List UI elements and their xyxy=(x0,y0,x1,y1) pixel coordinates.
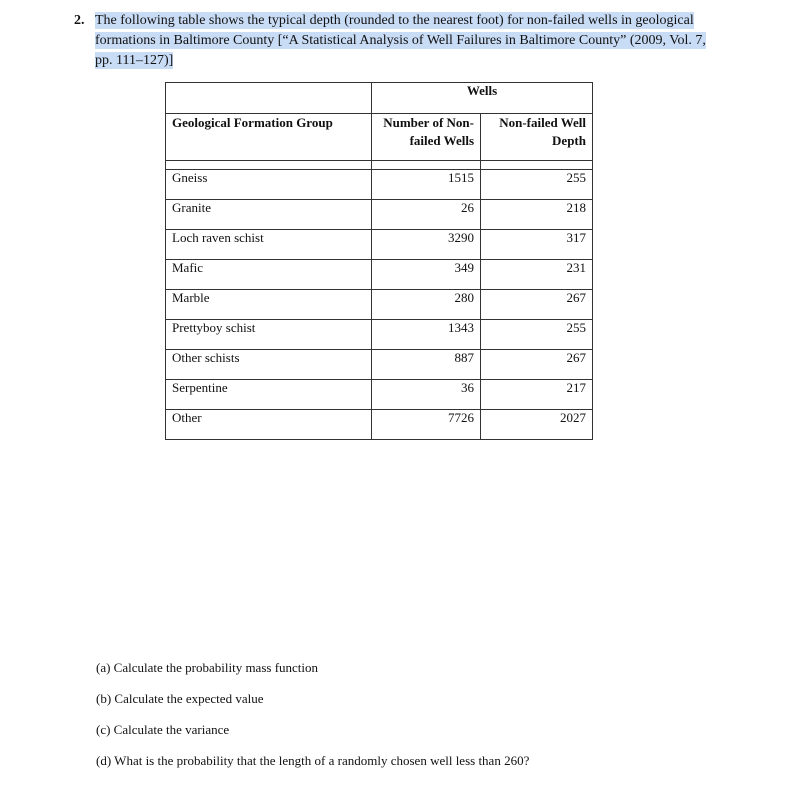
column-header-well-count-line2: failed Wells xyxy=(409,133,474,148)
question-d: (d) What is the probability that the length of a randomly chosen well less than 260? xyxy=(96,753,530,768)
question-list xyxy=(96,659,529,783)
well-count-cell: 1515 xyxy=(372,170,481,200)
table-row xyxy=(166,350,593,380)
wells-table xyxy=(165,82,593,440)
well-depth-cell: 255 xyxy=(481,170,593,200)
table-column-header-row xyxy=(166,114,593,161)
table-row xyxy=(166,260,593,290)
well-count-cell: 887 xyxy=(372,350,481,380)
table-group-header-row xyxy=(166,83,593,114)
wells-group-header: Wells xyxy=(372,83,593,114)
formation-group-cell: Loch raven schist xyxy=(166,230,372,260)
well-count-cell: 36 xyxy=(372,380,481,410)
problem-number: 2. xyxy=(74,13,85,28)
well-depth-cell: 267 xyxy=(481,290,593,320)
table-row xyxy=(166,230,593,260)
well-depth-cell: 267 xyxy=(481,350,593,380)
table-row xyxy=(166,410,593,440)
table-row xyxy=(166,380,593,410)
spacer-cell xyxy=(481,161,593,170)
well-depth-cell: 317 xyxy=(481,230,593,260)
header-blank-cell xyxy=(166,83,372,114)
table-row xyxy=(166,290,593,320)
column-header-well-count xyxy=(372,114,481,161)
well-count-cell: 280 xyxy=(372,290,481,320)
formation-group-cell: Other xyxy=(166,410,372,440)
well-count-cell: 26 xyxy=(372,200,481,230)
formation-group-cell: Gneiss xyxy=(166,170,372,200)
formation-group-cell: Granite xyxy=(166,200,372,230)
spacer-cell xyxy=(166,161,372,170)
formation-group-cell: Marble xyxy=(166,290,372,320)
question-b: (b) Calculate the expected value xyxy=(96,691,264,706)
well-count-cell: 3290 xyxy=(372,230,481,260)
spacer-cell xyxy=(372,161,481,170)
table-row xyxy=(166,200,593,230)
table-row xyxy=(166,170,593,200)
well-depth-cell: 2027 xyxy=(481,410,593,440)
well-depth-cell: 231 xyxy=(481,260,593,290)
table-spacer-row xyxy=(166,161,593,170)
formation-group-cell: Serpentine xyxy=(166,380,372,410)
well-depth-cell: 255 xyxy=(481,320,593,350)
well-depth-cell: 218 xyxy=(481,200,593,230)
well-depth-cell: 217 xyxy=(481,380,593,410)
problem-text-selected[interactable]: The following table shows the typical depth (rounded to the nearest foot) for non-failed wells in geological formations in Baltimore County [“A Statistical Analysis of Well Failures in Baltimore County” (2009, Vol. 7, pp. 111–127)] xyxy=(95,13,706,68)
formation-group-cell: Prettyboy schist xyxy=(166,320,372,350)
formation-group-cell: Mafic xyxy=(166,260,372,290)
column-header-well-depth xyxy=(481,114,593,161)
question-a: (a) Calculate the probability mass function xyxy=(96,660,319,675)
well-count-cell: 1343 xyxy=(372,320,481,350)
column-header-well-depth-line1: Non-failed Well xyxy=(499,115,586,130)
well-count-cell: 7726 xyxy=(372,410,481,440)
formation-group-cell: Other schists xyxy=(166,350,372,380)
column-header-well-depth-line2: Depth xyxy=(552,133,586,148)
table-row xyxy=(166,320,593,350)
problem-text-block[interactable] xyxy=(95,11,725,71)
well-count-cell: 349 xyxy=(372,260,481,290)
column-header-formation-group: Geological Formation Group xyxy=(166,114,372,161)
column-header-well-count-line1: Number of Non- xyxy=(383,115,474,130)
question-c: (c) Calculate the variance xyxy=(96,722,230,737)
